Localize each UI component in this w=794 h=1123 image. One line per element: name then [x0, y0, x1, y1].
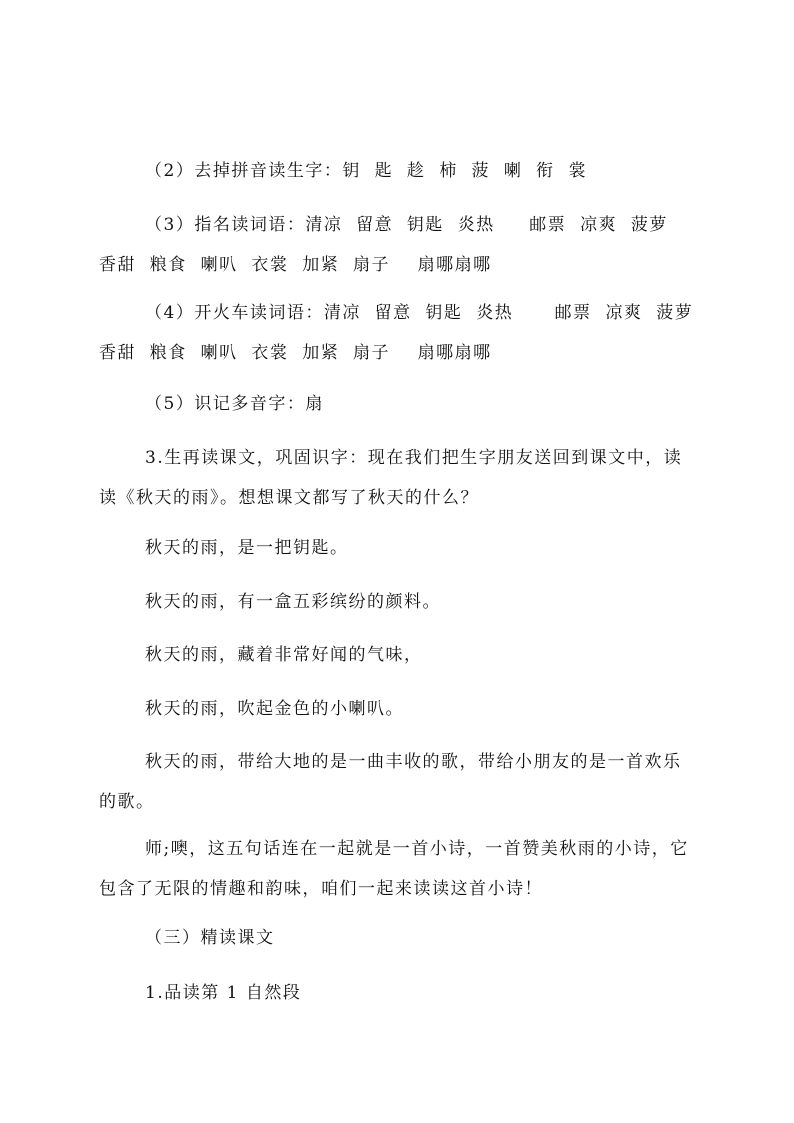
section-heading-close-reading: （三）精读课文 [145, 928, 275, 948]
poem-line-3: 秋天的雨，藏着非常好闻的气味， [145, 645, 423, 665]
poem-line-1: 秋天的雨，是一把钥匙。 [145, 538, 349, 558]
paragraph-remove-pinyin: （2）去掉拼音读生字：钥 匙 趁 柿 菠 喇 衔 裳 [145, 161, 587, 181]
poem-line-4: 秋天的雨，吹起金色的小喇叭。 [145, 699, 404, 719]
paragraph-train-reading: （4）开火车读词语：清凉 留意 钥匙 炎热 邮票 凉爽 菠萝 香甜 粮食 喇叭 衣裳 加紧 扇子 扇哪扇哪 [99, 303, 708, 363]
teacher-comment: 师;噢，这五句话连在一起就是一首小诗，一首赞美秋雨的小诗，它包含了无限的情趣和韵味，咱们一起来读读这首小诗！ [99, 839, 689, 899]
poem-line-2: 秋天的雨，有一盒五彩缤纷的颜料。 [145, 592, 441, 612]
paragraph-polyphonic-character: （5）识记多音字：扇 [145, 394, 324, 414]
paragraph-read-words-by-name: （3）指名读词语：清凉 留意 钥匙 炎热 邮票 凉爽 菠萝 香甜 粮食 喇叭 衣裳 加紧 扇子 扇哪扇哪 [99, 215, 682, 275]
paragraph-reread-text: 3.生再读课文，巩固识字：现在我们把生字朋友送回到课文中，读读《秋天的雨》。想想课文都写了秋天的什么？ [99, 448, 683, 508]
poem-line-5: 秋天的雨，带给大地的是一曲丰收的歌，带给小朋友的是一首欢乐的歌。 [99, 752, 682, 812]
subheading-paragraph-1: 1.品读第 1 自然段 [145, 983, 302, 1003]
